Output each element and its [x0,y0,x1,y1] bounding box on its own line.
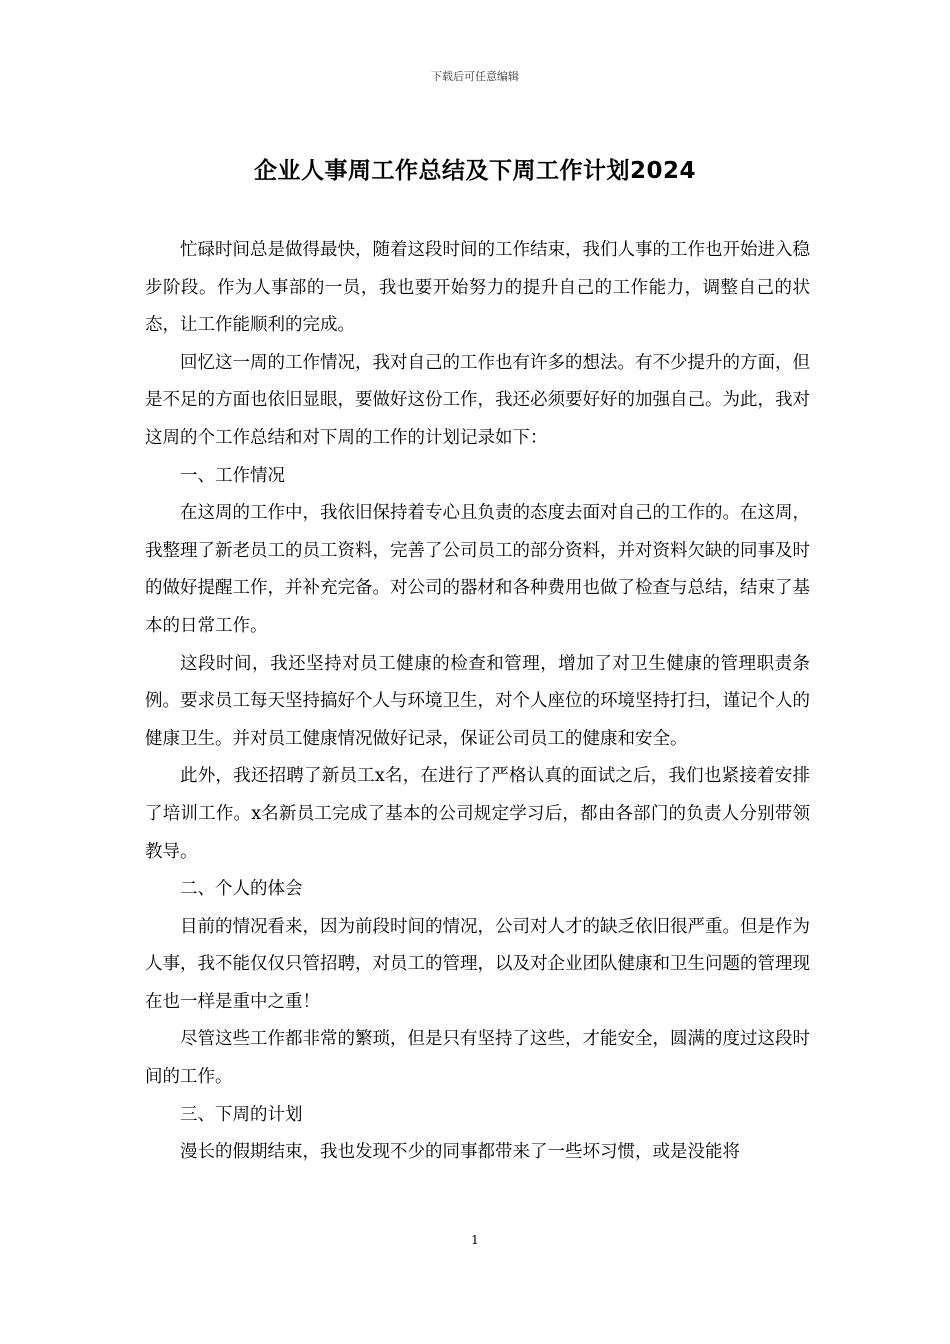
paragraph: 忙碌时间总是做得最快，随着这段时间的工作结束，我们人事的工作也开始进入稳步阶段。作为人事部的一员，我也要开始努力的提升自己的工作能力，调整自己的状态，让工作能顺利的完成。 [145,240,810,336]
document-body [145,232,810,1172]
paragraph: 回忆这一周的工作情况，我对自己的工作也有许多的想法。有不少提升的方面，但是不足的方面也依旧显眼，要做好这份工作，我还必须要好好的加强自己。为此，我对这周的个工作总结和对下周的工作的计划记录如下： [145,352,810,448]
document-title: 企业人事周工作总结及下周工作计划2024 [253,158,696,184]
paragraph: 这段时间，我还坚持对员工健康的检查和管理，增加了对卫生健康的管理职责条例。要求员工每天坚持搞好个人与环境卫生，对个人座位的环境坚持打扫，谨记个人的健康卫生。并对员工健康情况做好记录，保证公司员工的健康和安全。 [145,653,810,749]
paragraph: 尽管这些工作都非常的繁琐，但是只有坚持了这些，才能安全，圆满的度过这段时间的工作。 [145,1029,810,1088]
section-heading: 二、个人的体会 [180,879,303,900]
section-heading: 一、工作情况 [180,465,285,486]
paragraph: 目前的情况看来，因为前段时间的情况，公司对人才的缺乏依旧很严重。但是作为人事，我不能仅仅只管招聘，对员工的管理，以及对企业团队健康和卫生问题的管理现在也一样是重中之重！ [145,916,810,1012]
section-heading: 三、下周的计划 [180,1104,303,1125]
paragraph: 在这周的工作中，我依旧保持着专心且负责的态度去面对自己的工作的。在这周，我整理了新老员工的员工资料，完善了公司员工的部分资料，并对资料欠缺的同事及时的做好提醒工作，并补充完备。对公司的器材和各种费用也做了检查与总结，结束了基本的日常工作。 [145,503,810,636]
paragraph: 漫长的假期结束，我也发现不少的同事都带来了一些坏习惯，或是没能将 [180,1142,740,1163]
paragraph: 此外，我还招聘了新员工x名，在进行了严格认真的面试之后，我们也紧接着安排了培训工作。x名新员工完成了基本的公司规定学习后，都由各部门的负责人分别带领教导。 [145,766,810,862]
page-number: 1 [471,1233,479,1247]
header-note: 下载后可任意编辑 [431,70,519,83]
